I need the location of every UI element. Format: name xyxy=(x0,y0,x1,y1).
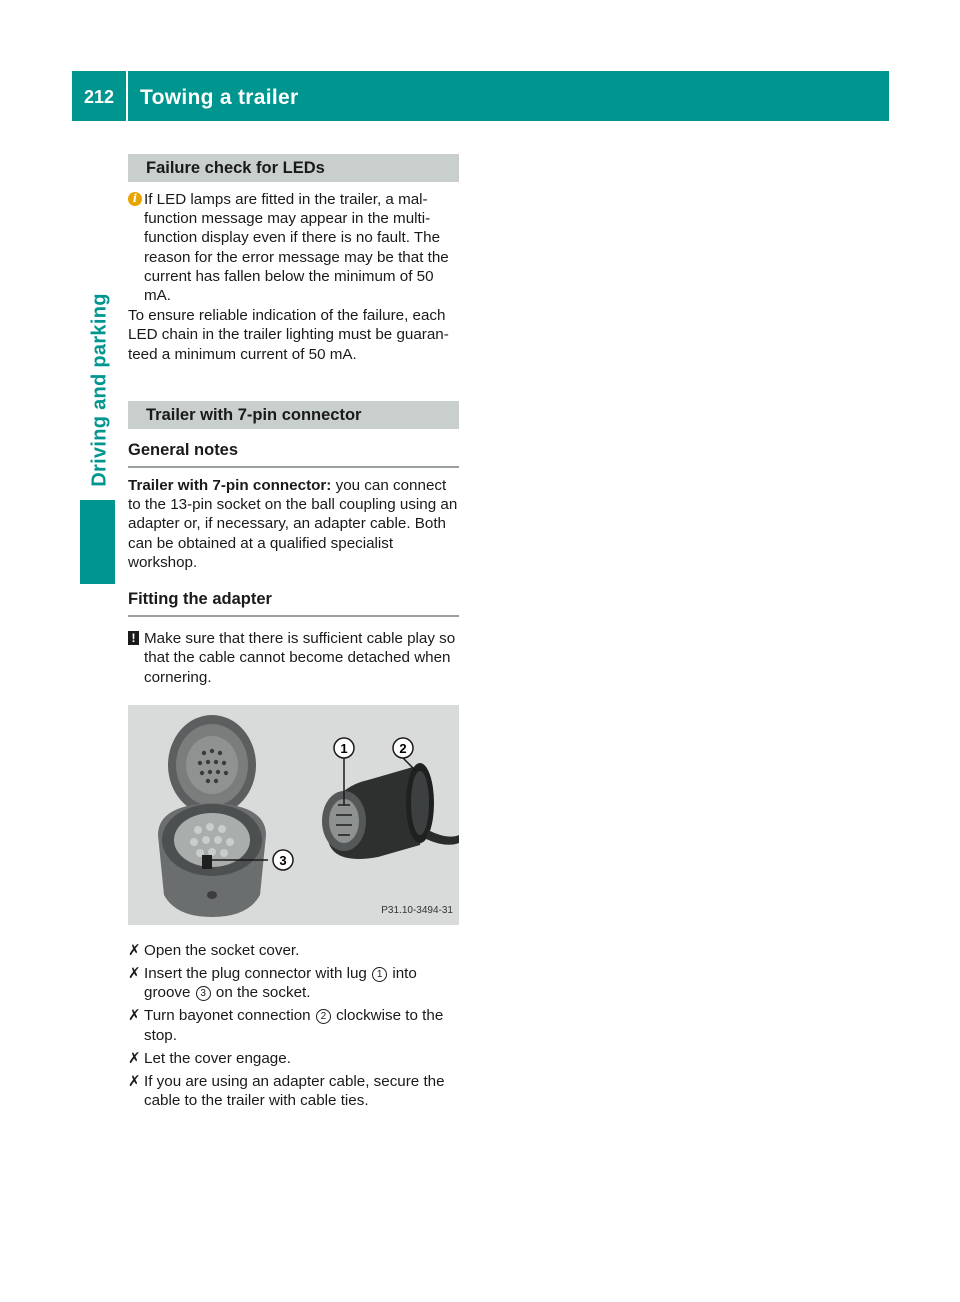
warning-note-text: Make sure that there is sufficient cable play so that the cable cannot become detached when cornering. xyxy=(144,630,456,686)
step-text: into groove xyxy=(144,965,417,1002)
subheading-fitting-adapter: Fitting the adapter xyxy=(128,590,459,617)
led-body-text: To ensure reliable indication of the failure, each LED chain in the trailer lighting must be guaran- teed a minimum current of 50 mA. xyxy=(128,307,449,363)
page-number: 212 xyxy=(84,87,115,107)
side-section-label: Driving and parking xyxy=(88,293,111,487)
step-text: Open the socket cover. xyxy=(144,941,300,959)
info-icon: i xyxy=(128,192,142,206)
step-arrow-icon: ✗ xyxy=(128,1049,141,1067)
step-arrow-icon: ✗ xyxy=(128,941,141,959)
callout-3: 3 xyxy=(279,852,287,868)
step-text: Turn bayonet connection xyxy=(144,1007,315,1025)
subheading-general-notes: General notes xyxy=(128,441,459,468)
steps-list xyxy=(128,941,459,1111)
list-item xyxy=(128,1006,459,1044)
callout-ref-2: 2 xyxy=(316,1009,331,1024)
header-divider xyxy=(126,71,128,121)
figure-code: P31.10-3494-31 xyxy=(381,904,453,916)
info-note-text: If LED lamps are fitted in the trailer, a mal- function message may appear in the multi- function display even if there is no fault. The reason for the error message may be that the current has fallen below the minimum of 50 mA. xyxy=(144,191,449,305)
general-notes-lead: Trailer with 7-pin connector: xyxy=(128,477,332,495)
section-heading-led: Failure check for LEDs xyxy=(128,154,459,182)
info-note xyxy=(128,190,459,305)
side-tab-marker xyxy=(80,500,115,584)
warning-icon: ! xyxy=(128,631,139,645)
list-item xyxy=(128,1049,459,1068)
list-item xyxy=(128,1072,459,1110)
list-item xyxy=(128,941,459,960)
general-notes-text xyxy=(128,476,459,572)
chapter-title: Towing a trailer xyxy=(140,86,299,109)
list-item xyxy=(128,964,459,1002)
socket-adapter-figure xyxy=(128,705,459,925)
step-arrow-icon: ✗ xyxy=(128,1007,141,1025)
callout-ref-1: 1 xyxy=(372,967,387,982)
step-text: Let the cover engage. xyxy=(144,1049,291,1067)
callout-2: 2 xyxy=(399,740,407,756)
step-text: on the socket. xyxy=(211,984,311,1002)
socket-illustration xyxy=(128,705,459,925)
step-text: clockwise to the stop. xyxy=(144,1007,444,1044)
step-arrow-icon: ✗ xyxy=(128,1073,141,1091)
callout-1: 1 xyxy=(340,740,348,756)
section-heading-trailer: Trailer with 7-pin connector xyxy=(128,401,459,429)
step-text: If you are using an adapter cable, secure the cable to the trailer with cable ties. xyxy=(144,1073,445,1110)
content-column xyxy=(128,154,459,1114)
general-notes-body: you can connect to the 13-pin socket on the ball coupling using an adapter or, if necessary, an adapter cable. Both can be obtained at a qualified specialist workshop. xyxy=(128,477,458,571)
step-text: Insert the plug connector with lug xyxy=(144,965,372,983)
step-arrow-icon: ✗ xyxy=(128,965,141,983)
callout-ref-3: 3 xyxy=(196,986,211,1001)
warning-note xyxy=(128,629,459,687)
